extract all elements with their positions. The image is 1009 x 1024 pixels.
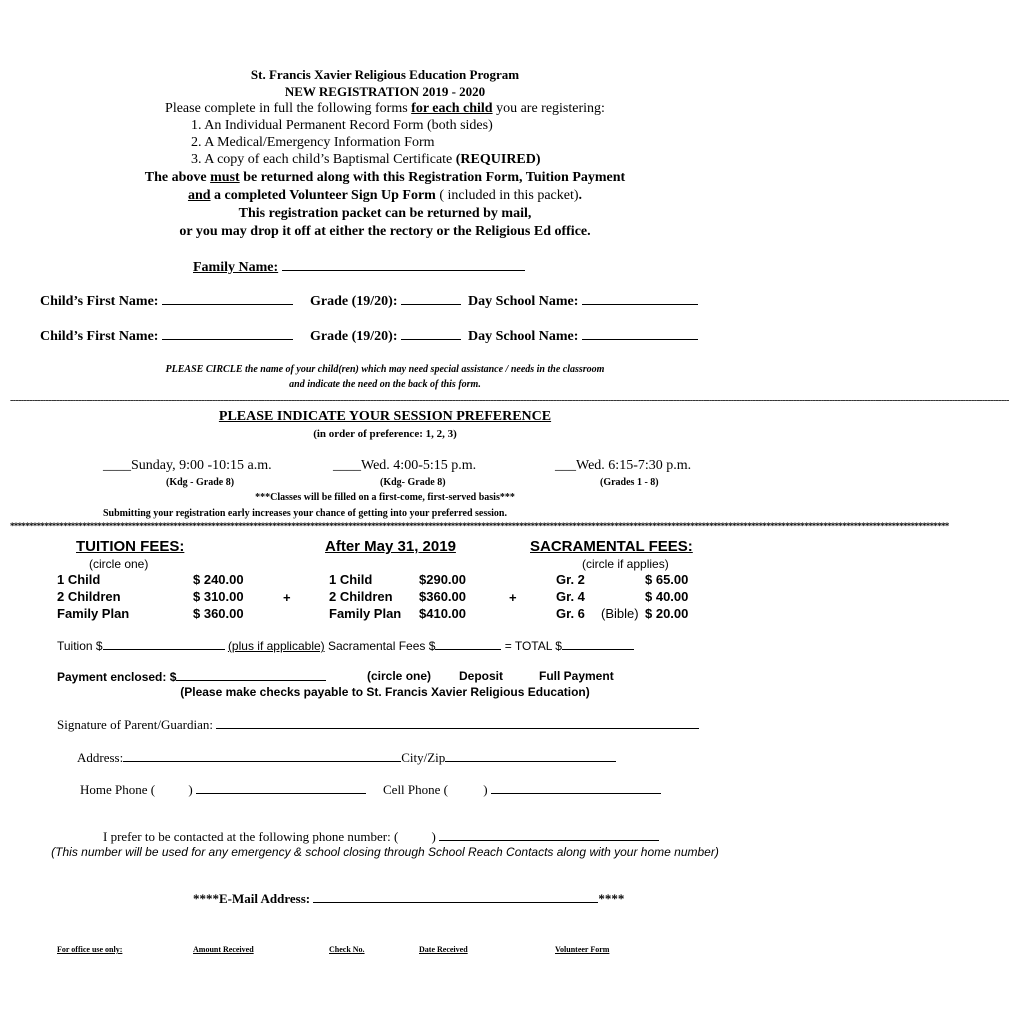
email-suffix: **** xyxy=(598,891,625,906)
family-name-label: Family Name: xyxy=(193,260,279,275)
sacramental-row-1-label[interactable]: Gr. 2 xyxy=(556,572,585,587)
grade-label: Grade (19/20): xyxy=(310,294,398,309)
sacramental-row-3-label[interactable]: Gr. 6 xyxy=(556,606,585,621)
return-line-2 xyxy=(0,188,770,204)
and-emphasis: and xyxy=(187,188,211,203)
sacramental-row-3-amount: $ 20.00 xyxy=(645,606,689,621)
date-received-label: Date Received xyxy=(419,945,468,954)
star-divider: ******************************************************************************************************************************************************************************************************************************************************* xyxy=(10,521,949,531)
amount-received-label: Amount Received xyxy=(193,945,254,954)
sacramental-row-2-label[interactable]: Gr. 4 xyxy=(556,589,585,604)
form-item-3 xyxy=(191,152,541,168)
session-grades-sunday: (Kdg - Grade 8) xyxy=(166,477,235,488)
tuition-heading: TUITION FEES: xyxy=(76,538,185,555)
early-note: Submitting your registration early increases your chance of getting into your preferred session. xyxy=(103,508,507,519)
circle-one-label: (circle one) xyxy=(367,669,432,683)
plus-applicable: (plus if applicable) xyxy=(227,639,325,653)
preferred-phone-field[interactable] xyxy=(439,829,659,841)
checks-payable-note: (Please make checks payable to St. Francis Xavier Religious Education) xyxy=(180,685,590,699)
grand-total-label: = TOTAL $ xyxy=(501,639,562,653)
tuition-row-1-amount: $ 240.00 xyxy=(193,572,244,587)
sacramental-circle-note: (circle if applies) xyxy=(582,557,669,571)
home-phone-label: Home Phone ( xyxy=(80,782,156,797)
grand-total-field[interactable] xyxy=(562,638,634,650)
instruction-emphasis: for each child xyxy=(411,101,493,116)
sacramental-total-field[interactable] xyxy=(435,638,501,650)
child-first-name-field[interactable] xyxy=(162,293,293,305)
child-first-name-label: Child’s First Name: xyxy=(40,329,159,344)
signature-field[interactable] xyxy=(216,717,699,729)
email-field[interactable] xyxy=(313,891,598,903)
totals-row xyxy=(57,638,634,653)
child-first-name-field[interactable] xyxy=(162,328,293,340)
day-school-label: Day School Name: xyxy=(468,329,579,344)
day-school-row-1 xyxy=(468,293,698,310)
child-row-1 xyxy=(40,293,293,310)
included-note: ( included in this packet) xyxy=(435,188,579,203)
return-line-2-period: . xyxy=(578,188,583,203)
sacramental-row-1-amount: $ 65.00 xyxy=(645,572,689,587)
cell-phone-row xyxy=(383,782,661,798)
tuition-row-1-label[interactable]: 1 Child xyxy=(57,572,101,587)
day-school-field[interactable] xyxy=(582,293,698,305)
city-zip-field[interactable] xyxy=(445,750,616,762)
return-line-1 xyxy=(0,170,770,186)
preferred-phone-row xyxy=(103,829,659,845)
tuition-row-2-label[interactable]: 2 Children xyxy=(57,589,121,604)
must-emphasis: must xyxy=(210,170,240,185)
session-option-sunday[interactable] xyxy=(103,458,272,474)
form-item-3-text: 3. A copy of each child’s Baptismal Certificate xyxy=(191,152,453,167)
volunteer-form-text: a completed Volunteer Sign Up Form xyxy=(210,188,436,203)
instructions-line xyxy=(0,101,770,117)
special-needs-line-2: and indicate the need on the back of this form. xyxy=(289,379,481,390)
tuition-total-label: Tuition $ xyxy=(57,639,103,653)
return-line-1-b: be returned along with this Registration Form, Tuition Payment xyxy=(239,170,626,185)
paren-close: ) xyxy=(483,782,488,797)
cell-phone-label: Cell Phone ( xyxy=(383,782,448,797)
session-label: Sunday, 9:00 -10:15 a.m. xyxy=(131,458,272,473)
instruction-prefix: Please complete in full the following forms xyxy=(165,101,412,116)
return-line-3: This registration packet can be returned by mail, xyxy=(238,206,532,221)
day-school-label: Day School Name: xyxy=(468,294,579,309)
check-no-label: Check No. xyxy=(329,945,365,954)
payment-enclosed-label: Payment enclosed: $ xyxy=(57,670,177,684)
session-option-wed-late[interactable] xyxy=(555,458,691,474)
session-blank[interactable]: ___ xyxy=(555,458,576,473)
form-item-1: 1. An Individual Permanent Record Form (both sides) xyxy=(191,118,493,133)
city-zip-label: City/Zip xyxy=(401,750,446,765)
sacramental-heading: SACRAMENTAL FEES: xyxy=(530,538,693,555)
preferred-phone-label: I prefer to be contacted at the following phone number: ( xyxy=(103,829,399,844)
volunteer-form-label: Volunteer Form xyxy=(555,945,610,954)
email-row xyxy=(193,891,624,907)
tuition-circle-note: (circle one) xyxy=(89,557,149,571)
emergency-note: (This number will be used for any emergency & school closing through School Reach Contacts along with your home number) xyxy=(51,845,719,859)
session-blank[interactable]: ____ xyxy=(103,458,131,473)
session-label: Wed. 4:00-5:15 p.m. xyxy=(361,458,477,473)
home-phone-row xyxy=(80,782,366,798)
child-first-name-label: Child’s First Name: xyxy=(40,294,159,309)
child-row-2 xyxy=(40,328,293,345)
required-label: (REQUIRED) xyxy=(455,152,541,167)
tuition-row-3-amount: $ 360.00 xyxy=(193,606,244,621)
address-field[interactable] xyxy=(123,750,401,762)
payment-enclosed-field[interactable] xyxy=(176,669,326,681)
day-school-row-2 xyxy=(468,328,698,345)
paren-close: ) xyxy=(431,829,436,844)
special-needs-line-1: PLEASE CIRCLE the name of your child(ren) which may need special assistance / needs in the classroom xyxy=(165,364,605,375)
instruction-suffix: you are registering: xyxy=(492,101,605,116)
late-row-2-label[interactable]: 2 Children xyxy=(329,589,393,604)
signature-row xyxy=(57,717,699,733)
address-row xyxy=(77,750,616,766)
plus-sign: + xyxy=(509,590,517,605)
sacramental-total-label: Sacramental Fees $ xyxy=(324,639,436,653)
registration-title: NEW REGISTRATION 2019 - 2020 xyxy=(284,84,486,99)
grade-row-1 xyxy=(310,293,461,310)
late-row-3-amount: $410.00 xyxy=(419,606,466,621)
session-subheading: (in order of preference: 1, 2, 3) xyxy=(313,428,457,440)
late-fees-heading: After May 31, 2019 xyxy=(325,538,456,555)
grade-label: Grade (19/20): xyxy=(310,329,398,344)
full-payment-option[interactable]: Full Payment xyxy=(539,669,614,683)
day-school-field[interactable] xyxy=(582,328,698,340)
grade-field[interactable] xyxy=(401,293,461,305)
family-name-field[interactable] xyxy=(282,259,525,271)
office-use-label: For office use only: xyxy=(57,945,123,954)
sacramental-row-2-amount: $ 40.00 xyxy=(645,589,689,604)
form-item-2: 2. A Medical/Emergency Information Form xyxy=(191,135,435,150)
session-option-wed-early[interactable] xyxy=(333,458,476,474)
dashed-divider: ------------------------------------------------------------------------------------------------------------------------------------------------------------------------------------------------------------------------------------------------------------------------------------------------------------------------------------------------------------------------------ xyxy=(10,395,1009,406)
return-line-1-a: The above xyxy=(144,170,211,185)
session-grades-wed-late: (Grades 1 - 8) xyxy=(600,477,659,488)
program-title: St. Francis Xavier Religious Education Program xyxy=(250,67,520,82)
filled-note: ***Classes will be filled on a first-come, first-served basis*** xyxy=(255,492,515,503)
late-row-1-amount: $290.00 xyxy=(419,572,466,587)
home-phone-field[interactable] xyxy=(196,782,366,794)
grade-row-2 xyxy=(310,328,461,345)
plus-sign: + xyxy=(283,590,291,605)
family-name-row xyxy=(193,259,525,276)
return-line-4: or you may drop it off at either the rectory or the Religious Ed office. xyxy=(179,224,591,239)
signature-label: Signature of Parent/Guardian: xyxy=(57,717,213,732)
grade-field[interactable] xyxy=(401,328,461,340)
payment-row xyxy=(57,669,326,684)
session-blank[interactable]: ____ xyxy=(333,458,361,473)
late-row-1-label[interactable]: 1 Child xyxy=(329,572,373,587)
address-label: Address: xyxy=(77,750,124,765)
tuition-row-2-amount: $ 310.00 xyxy=(193,589,244,604)
late-row-2-amount: $360.00 xyxy=(419,589,466,604)
sacramental-row-3-note: (Bible) xyxy=(601,606,639,621)
late-row-3-label[interactable]: Family Plan xyxy=(329,606,402,621)
session-grades-wed-early: (Kdg- Grade 8) xyxy=(380,477,446,488)
cell-phone-field[interactable] xyxy=(491,782,661,794)
email-label: ****E-Mail Address: xyxy=(193,891,311,906)
tuition-row-3-label[interactable]: Family Plan xyxy=(57,606,130,621)
deposit-option[interactable]: Deposit xyxy=(459,669,504,683)
tuition-total-field[interactable] xyxy=(103,638,225,650)
paren-close: ) xyxy=(188,782,193,797)
session-label: Wed. 6:15-7:30 p.m. xyxy=(576,458,692,473)
session-heading: PLEASE INDICATE YOUR SESSION PREFERENCE xyxy=(218,409,552,424)
